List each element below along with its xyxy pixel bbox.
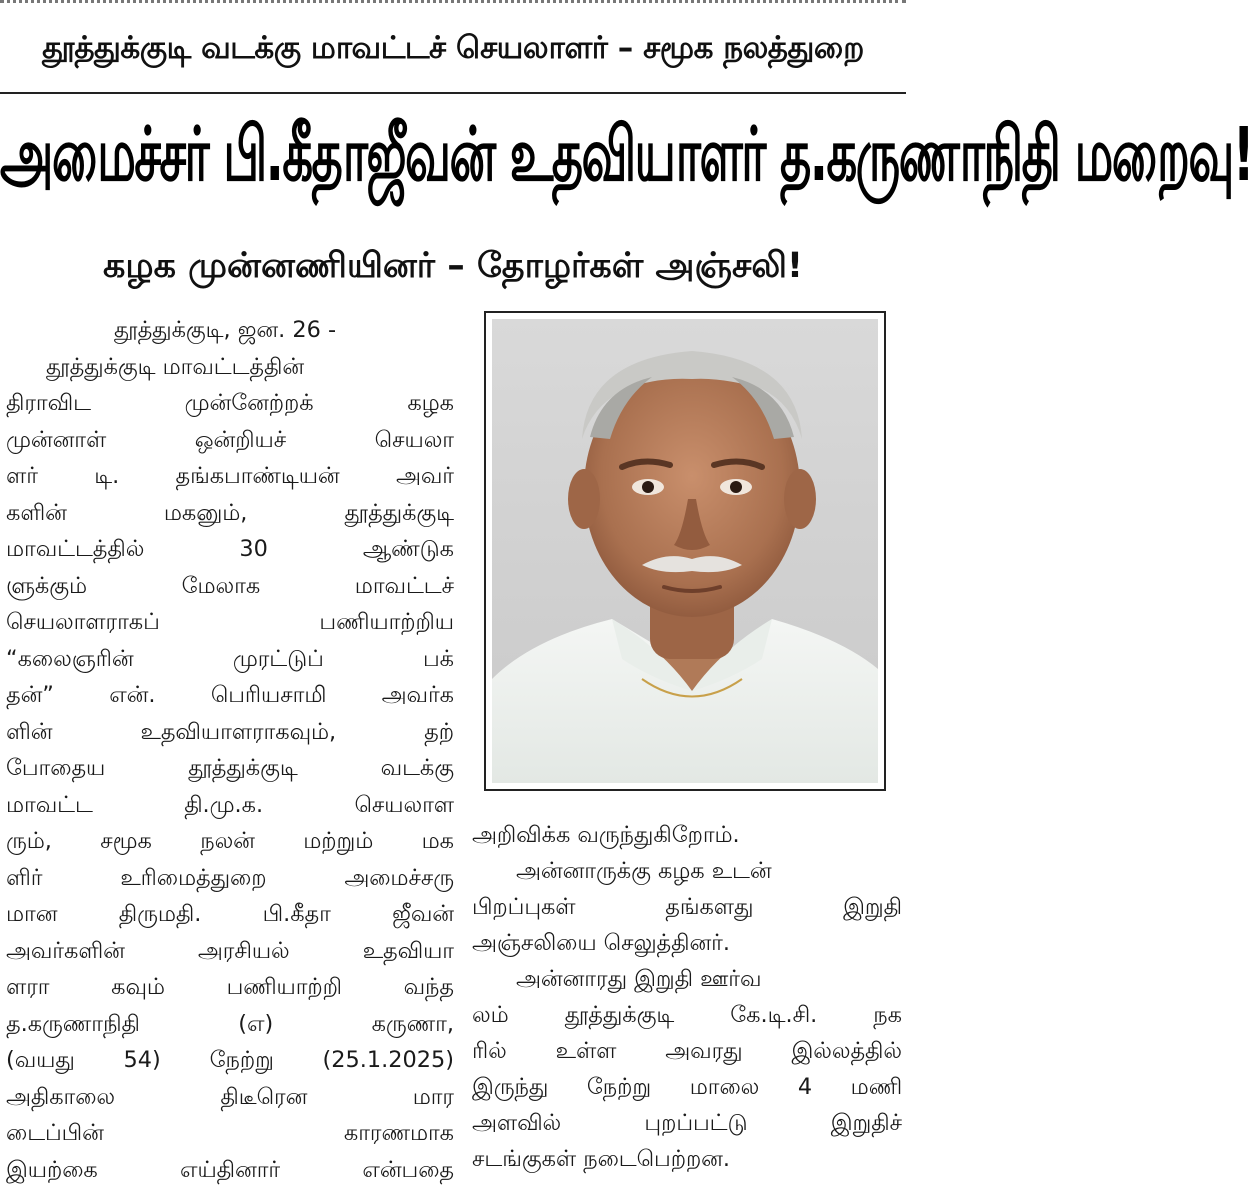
article-headline: அமைச்சர் பி.கீதாஜீவன் உதவியாளர் த.கருணாநிதி மறைவு! xyxy=(0,112,906,208)
paragraph-line: ளரா கவும் பணியாற்றி வந்த xyxy=(6,969,454,1006)
paragraph-line: தூத்துக்குடி மாவட்டத்தின் xyxy=(6,349,454,386)
paragraph-line: மாவட்டத்தில் 30 ஆண்டுக xyxy=(6,531,454,568)
portrait-photo-frame xyxy=(484,311,886,791)
paragraph-line: ளின் உதவியாளராகவும், தற் xyxy=(6,714,454,751)
paragraph-line: மாவட்ட தி.மு.க. செயலாள xyxy=(6,787,454,824)
paragraph-line: அளவில் புறப்பட்டு இறுதிச் xyxy=(472,1105,902,1141)
paragraph-line: செயலாளராகப் பணியாற்றிய xyxy=(6,604,454,641)
body-column-right xyxy=(472,817,902,1177)
dateline: தூத்துக்குடி, ஜன. 26 - xyxy=(6,312,454,349)
body-column-left xyxy=(6,312,454,1188)
paragraph-line: சடங்குகள் நடைபெற்றன. xyxy=(472,1141,902,1177)
paragraph-line: ளுக்கும் மேலாக மாவட்டச் xyxy=(6,568,454,605)
paragraph-line: களின் மகனும், தூத்துக்குடி xyxy=(6,495,454,532)
article-subheadline: கழக முன்னணியினர் – தோழர்கள் அஞ்சலி! xyxy=(0,246,906,290)
paragraph-line: டைப்பின் காரணமாக xyxy=(6,1115,454,1152)
top-dotted-rule xyxy=(0,0,906,13)
paragraph-line: ளிர் உரிமைத்துறை அமைச்சரு xyxy=(6,860,454,897)
paragraph-line: பிறப்புகள் தங்களது இறுதி xyxy=(472,889,902,925)
paragraph-line: லம் தூத்துக்குடி கே.டி.சி. நக xyxy=(472,997,902,1033)
paragraph-line: அன்னாரது இறுதி ஊர்வ xyxy=(472,961,902,997)
paragraph-line: அன்னாருக்கு கழக உடன் xyxy=(472,853,902,889)
paragraph-line: அதிகாலை திடீரென மார xyxy=(6,1079,454,1116)
paragraph-line: திராவிட முன்னேற்றக் கழக xyxy=(6,385,454,422)
paragraph-line: (வயது 54) நேற்று (25.1.2025) xyxy=(6,1042,454,1079)
portrait-photo xyxy=(492,319,878,783)
portrait-illustration xyxy=(492,319,878,783)
paragraph-line: மான திருமதி. பி.கீதா ஜீவன் xyxy=(6,896,454,933)
header-rule xyxy=(0,92,906,94)
paragraph-line: அஞ்சலியை செலுத்தினர். xyxy=(472,925,902,961)
paragraph-line: “கலைஞரின் முரட்டுப் பக் xyxy=(6,641,454,678)
paragraph-line: ளர் டி. தங்கபாண்டியன் அவர் xyxy=(6,458,454,495)
paragraph-line: முன்னாள் ஒன்றியச் செயலா xyxy=(6,422,454,459)
article-kicker: தூத்துக்குடி வடக்கு மாவட்டச் செயலாளர் – சமூக நலத்துறை xyxy=(0,30,906,70)
paragraph-line: ரில் உள்ள அவரது இல்லத்தில் xyxy=(472,1033,902,1069)
paragraph-line: போதைய தூத்துக்குடி வடக்கு xyxy=(6,750,454,787)
paragraph-line: இருந்து நேற்று மாலை 4 மணி xyxy=(472,1069,902,1105)
paragraph-line: த.கருணாநிதி (எ) கருணா, xyxy=(6,1006,454,1043)
paragraph-line: அறிவிக்க வருந்துகிறோம். xyxy=(472,817,902,853)
paragraph-line: தன்” என். பெரியசாமி அவர்க xyxy=(6,677,454,714)
paragraph-line: அவர்களின் அரசியல் உதவியா xyxy=(6,933,454,970)
paragraph-line: இயற்கை எய்தினார் என்பதை xyxy=(6,1152,454,1188)
paragraph-line: ரும், சமூக நலன் மற்றும் மக xyxy=(6,823,454,860)
